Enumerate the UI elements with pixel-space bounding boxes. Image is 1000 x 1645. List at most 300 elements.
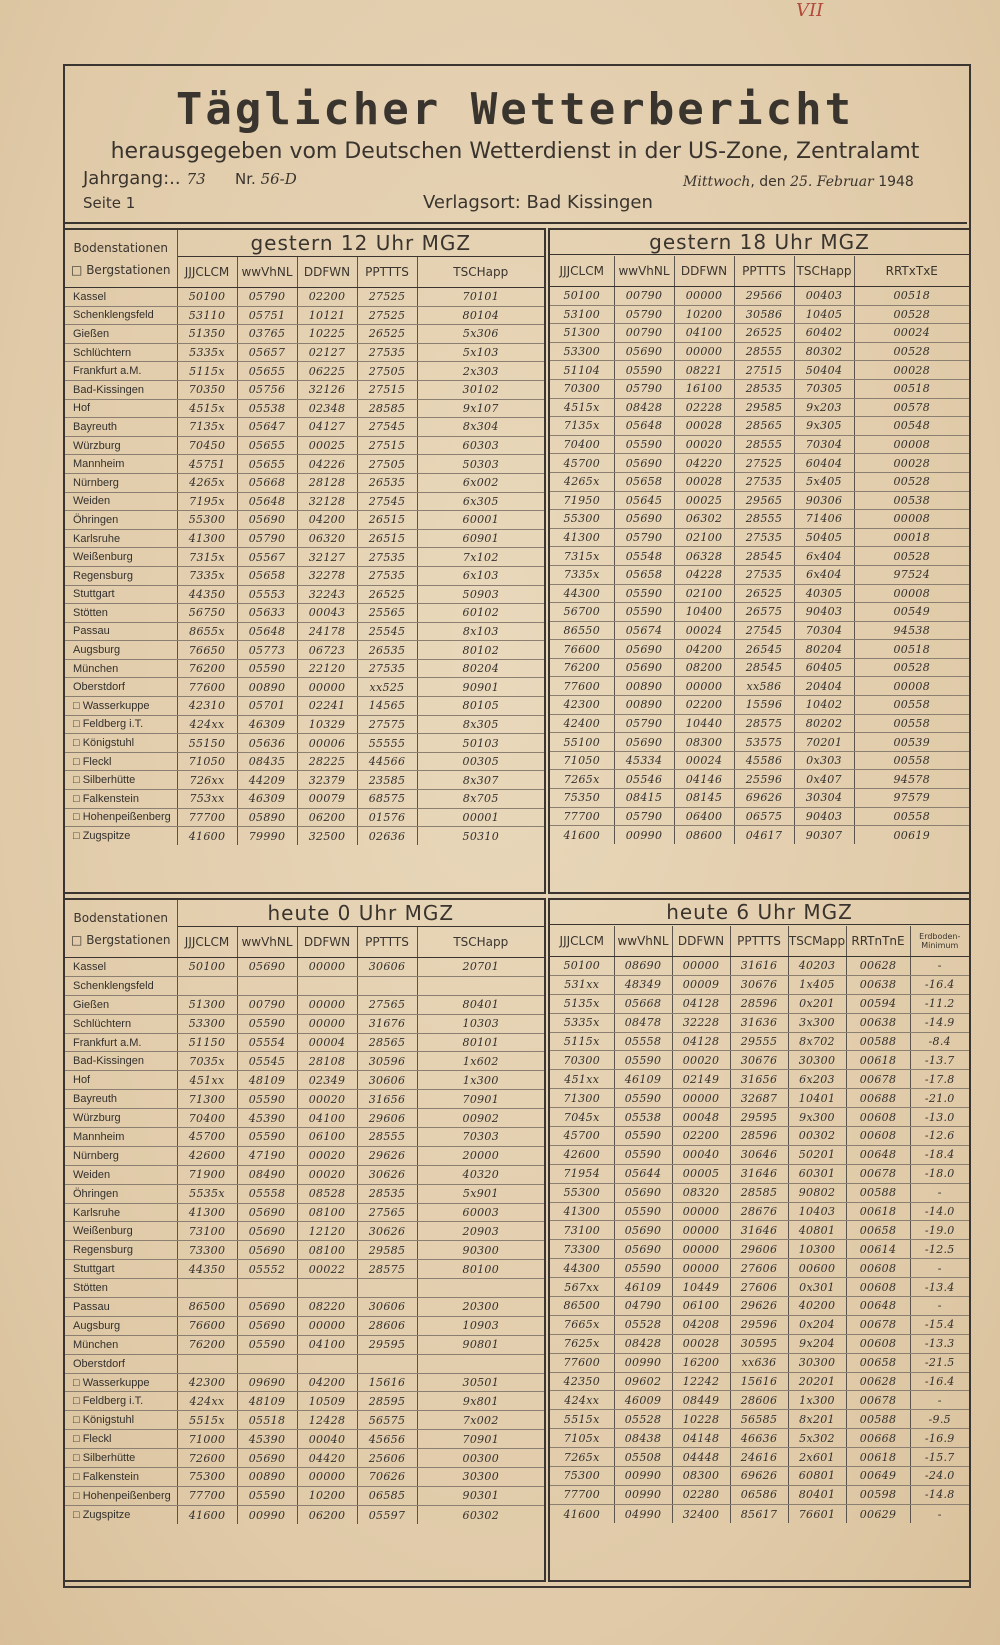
data-cell: -15.4 [910,1315,969,1334]
data-cell: 48349 [614,975,672,994]
station-name: Oberstdorf [65,678,177,697]
data-cell: 05636 [237,734,297,753]
data-cell: 71950 [550,491,614,510]
table-row [550,789,969,808]
data-cell: xx586 [734,677,794,696]
data-cell: 05674 [614,621,674,640]
data-cell: 00790 [614,324,674,343]
data-cell: 30626 [357,1222,417,1241]
data-cell: 5115x [550,1032,614,1051]
data-cell: -17.8 [910,1070,969,1089]
table-row [65,1090,544,1109]
data-cell: 00305 [417,752,544,771]
data-cell: 05545 [237,1052,297,1071]
data-cell: 5x901 [417,1184,544,1203]
station-name: Weiden [65,492,177,511]
station-name: □ Silberhütte [65,1449,177,1468]
data-cell: 05590 [237,1335,297,1354]
data-cell: 02149 [672,1070,730,1089]
data-cell: 55300 [550,510,614,529]
data-cell: 00000 [297,1316,357,1335]
data-cell: 32127 [297,548,357,567]
data-cell: 69626 [734,789,794,808]
data-cell: 30586 [734,305,794,324]
data-cell: 753xx [177,790,237,809]
data-cell: 00528 [854,472,969,491]
data-cell: 00628 [846,957,910,976]
data-cell: 4515x [550,398,614,417]
station-name: □ Königstuhl [65,734,177,753]
station-name: München [65,1335,177,1354]
data-cell: 00638 [846,975,910,994]
panel-gestern-12 [63,228,546,894]
table-row [550,807,969,826]
data-cell: 41300 [177,1203,237,1222]
station-name: Bayreuth [65,1090,177,1109]
data-cell: 00000 [672,957,730,976]
data-cell: 27535 [357,659,417,678]
data-cell: 531xx [550,975,614,994]
data-cell: 28545 [734,658,794,677]
data-cell: 08415 [614,789,674,808]
data-cell: 00598 [846,1485,910,1504]
data-cell: 75300 [177,1468,237,1487]
data-cell: 97579 [854,789,969,808]
data-cell: 42300 [550,696,614,715]
data-cell: 00618 [846,1448,910,1467]
data-cell: 0x407 [794,770,854,789]
data-cell: 28555 [734,510,794,529]
data-cell: 90901 [417,678,544,697]
data-cell: 03765 [237,325,297,344]
data-cell: 00028 [674,472,734,491]
data-cell: 23585 [357,771,417,790]
station-name: □ Silberhütte [65,771,177,790]
table-row [65,325,544,344]
table-row [65,585,544,604]
table-row [550,621,969,640]
data-cell: 04128 [672,1032,730,1051]
station-name: Bayreuth [65,418,177,437]
data-cell: 6x002 [417,473,544,492]
station-name: Regensburg [65,1241,177,1260]
table-row [550,1315,969,1334]
data-cell: 05690 [237,1449,297,1468]
data-cell: 00000 [672,1202,730,1221]
data-cell: 30646 [730,1145,788,1164]
table-row [65,1354,544,1373]
data-cell: 00048 [672,1108,730,1127]
table-row [550,1089,969,1108]
station-header-ground: Bodenstationen [73,910,168,925]
data-cell: 7625x [550,1334,614,1353]
table-row [550,1485,969,1504]
data-cell: 00578 [854,398,969,417]
data-cell: 00020 [297,1090,357,1109]
data-cell [177,1354,237,1373]
data-cell: 12120 [297,1222,357,1241]
table-row [550,454,969,473]
station-name: Stuttgart [65,1260,177,1279]
data-cell: 28555 [357,1128,417,1147]
data-cell: 10509 [297,1392,357,1411]
data-cell: 60901 [417,529,544,548]
data-cell: 00658 [846,1221,910,1240]
data-cell: 77700 [550,1485,614,1504]
table-row [550,994,969,1013]
data-cell: 55555 [357,734,417,753]
data-cell: 27545 [357,492,417,511]
data-cell: 08435 [237,752,297,771]
data-cell: 00618 [846,1051,910,1070]
data-cell: 27535 [734,565,794,584]
station-name: □ Feldberg i.T. [65,715,177,734]
data-cell: 00020 [672,1051,730,1070]
data-cell: 70305 [794,379,854,398]
data-cell: 424xx [177,715,237,734]
column-header: PPTTTS [734,256,794,287]
data-cell: 41300 [550,1202,614,1221]
data-cell [417,1354,544,1373]
data-cell: 75300 [550,1467,614,1486]
data-cell: 04990 [614,1504,672,1523]
data-cell: 00658 [846,1353,910,1372]
table-row [550,472,969,491]
data-cell: 08428 [614,1334,672,1353]
table-row [550,510,969,529]
table-row [65,1411,544,1430]
data-cell: 9x204 [788,1334,846,1353]
data-cell: 7315x [177,548,237,567]
data-cell: 32126 [297,380,357,399]
table-row [550,1183,969,1202]
data-cell: 05655 [237,455,297,474]
data-cell: 56700 [550,603,614,622]
table-row [550,733,969,752]
data-cell: 05655 [237,436,297,455]
data-cell: 00628 [846,1372,910,1391]
data-cell: 05690 [614,510,674,529]
data-cell: 05590 [614,1051,672,1070]
data-cell: 27525 [734,454,794,473]
column-header: PPTTTS [357,927,417,958]
data-cell: 60001 [417,511,544,530]
data-cell: 00528 [854,547,969,566]
data-cell: 7665x [550,1315,614,1334]
panel-title-gestern-18: gestern 18 Uhr MGZ [550,230,969,255]
data-cell: 50100 [177,958,237,977]
data-cell: 08690 [614,957,672,976]
data-cell: 05590 [237,659,297,678]
data-cell: 05590 [614,1259,672,1278]
data-cell: 73300 [177,1241,237,1260]
data-cell: 31646 [730,1221,788,1240]
data-cell: 46309 [237,715,297,734]
table-row [550,435,969,454]
data-cell [357,976,417,995]
data-cell: 27515 [734,361,794,380]
data-cell: 05668 [237,473,297,492]
data-cell: 10903 [417,1316,544,1335]
data-cell: 02280 [672,1485,730,1504]
data-cell: 05790 [614,305,674,324]
data-cell: 451xx [550,1070,614,1089]
station-name: Mannheim [65,455,177,474]
data-cell: 04100 [297,1335,357,1354]
data-cell: 05590 [614,1127,672,1146]
table-row [550,975,969,994]
column-header: TSCHapp [794,256,854,287]
data-cell: 00024 [854,324,969,343]
data-cell: 05548 [614,547,674,566]
data-cell: 00000 [297,995,357,1014]
data-cell: 00588 [846,1032,910,1051]
data-cell: 28545 [734,547,794,566]
data-cell: 73300 [550,1240,614,1259]
data-cell: 27515 [357,380,417,399]
data-cell: 71954 [550,1164,614,1183]
data-cell: 02100 [674,528,734,547]
data-cell: 77600 [177,678,237,697]
data-cell: 10228 [672,1410,730,1429]
data-cell: 7135x [550,417,614,436]
data-cell: 00558 [854,751,969,770]
nr-label: Nr. [235,170,256,188]
column-header: RRTxTxE [854,256,969,287]
data-cell: 90300 [417,1241,544,1260]
data-cell: 04100 [297,1109,357,1128]
column-header: PPTTTS [730,926,788,957]
data-cell: 44350 [177,1260,237,1279]
data-cell: 05655 [237,362,297,381]
data-cell [297,1279,357,1298]
data-cell: 45700 [177,1128,237,1147]
data-cell: 26525 [357,585,417,604]
table-row [65,1430,544,1449]
data-cell: 46309 [237,790,297,809]
data-cell: 25565 [357,604,417,623]
column-header: JJJCLCM [177,257,237,288]
table-row [550,565,969,584]
data-cell: -15.7 [910,1448,969,1467]
table-row [550,1221,969,1240]
table-row [65,380,544,399]
data-cell: 05590 [614,435,674,454]
data-cell: 26515 [357,511,417,530]
data-cell: 00302 [788,1127,846,1146]
station-name: Gießen [65,325,177,344]
data-cell: 70300 [550,1051,614,1070]
table-row [550,1334,969,1353]
data-cell: 7335x [177,566,237,585]
data-cell: 56750 [177,604,237,623]
data-cell: 60003 [417,1203,544,1222]
data-cell: 29626 [730,1297,788,1316]
station-name: Oberstdorf [65,1354,177,1373]
data-cell: 00000 [297,1468,357,1487]
data-cell: 53300 [177,1014,237,1033]
data-cell: 08528 [297,1184,357,1203]
data-cell: 00000 [674,287,734,306]
data-cell: 20701 [417,958,544,977]
data-cell: 50100 [550,287,614,306]
data-cell: - [910,1391,969,1410]
data-cell: 05590 [237,1090,297,1109]
data-cell: 29566 [734,287,794,306]
table-row [65,492,544,511]
station-name: Würzburg [65,436,177,455]
data-cell: 53575 [734,733,794,752]
data-cell: 05552 [237,1260,297,1279]
station-name: Schlüchtern [65,343,177,362]
table-row [65,455,544,474]
data-cell: 26525 [734,324,794,343]
data-cell: -12.5 [910,1240,969,1259]
data-cell: 42350 [550,1372,614,1391]
data-cell: 06400 [674,807,734,826]
data-cell: 05567 [237,548,297,567]
station-name: Stötten [65,604,177,623]
data-cell: -16.9 [910,1429,969,1448]
table-row [65,1241,544,1260]
data-cell: 20404 [794,677,854,696]
data-cell: 41600 [177,1505,237,1524]
station-name: Weiden [65,1165,177,1184]
data-cell: 29565 [734,491,794,510]
data-cell: 29595 [730,1108,788,1127]
table-row [65,436,544,455]
data-cell: 00990 [614,1467,672,1486]
data-cell: 02349 [297,1071,357,1090]
data-cell: 80204 [417,659,544,678]
page-number: Seite 1 [83,194,136,212]
data-cell: 00000 [297,1014,357,1033]
station-name: Hof [65,1071,177,1090]
data-cell: 06200 [297,1505,357,1524]
table-row [550,528,969,547]
data-cell: 9x300 [788,1108,846,1127]
data-cell: 05790 [237,288,297,307]
data-cell: xx636 [730,1353,788,1372]
data-cell: -13.3 [910,1334,969,1353]
table-row [550,1410,969,1429]
table-row [550,1145,969,1164]
data-cell: 32400 [672,1504,730,1523]
data-cell: 76600 [550,640,614,659]
table-row [65,1373,544,1392]
station-name: Passau [65,622,177,641]
data-cell: 00000 [297,678,357,697]
station-name: □ Wasserkuppe [65,697,177,716]
table-row [550,1391,969,1410]
data-cell [297,1354,357,1373]
data-cell: 50903 [417,585,544,604]
data-cell: 04226 [297,455,357,474]
data-cell: 02636 [357,827,417,846]
data-cell: 76600 [177,1316,237,1335]
data-cell: 00028 [854,361,969,380]
data-cell: 05648 [614,417,674,436]
data-cell: 27575 [357,715,417,734]
station-name: □ Feldberg i.T. [65,1392,177,1411]
data-cell: 04128 [672,994,730,1013]
data-cell: 00024 [674,621,734,640]
data-cell: 26535 [357,473,417,492]
data-cell: 06328 [674,547,734,566]
data-cell: 5515x [177,1411,237,1430]
table-row [65,1128,544,1147]
data-cell: 80102 [417,641,544,660]
data-cell: 29606 [357,1109,417,1128]
report-subtitle: herausgegeben vom Deutschen Wetterdienst in der US-Zone, Zentralamt [110,139,920,164]
data-cell: - [910,957,969,976]
data-cell: 05633 [237,604,297,623]
data-cell: 24178 [297,622,357,641]
data-cell: 7x102 [417,548,544,567]
data-cell: 55150 [177,734,237,753]
column-header: DDFWN [672,926,730,957]
data-cell: 05590 [237,1128,297,1147]
data-cell: 28596 [730,994,788,1013]
data-cell: 05538 [237,399,297,418]
data-cell: 00549 [854,603,969,622]
data-cell: 90307 [794,826,854,845]
data-cell: 00594 [846,994,910,1013]
data-cell: 05690 [614,454,674,473]
table-row [550,1032,969,1051]
data-cell: 06575 [734,807,794,826]
data-cell: 27535 [357,548,417,567]
data-cell: 00688 [846,1089,910,1108]
station-name: Frankfurt a.M. [65,1033,177,1052]
table-row [65,1260,544,1279]
data-cell: 05658 [237,566,297,585]
data-cell: 55300 [550,1183,614,1202]
table-row [550,696,969,715]
data-cell: 00668 [846,1429,910,1448]
data-cell: 7045x [550,1108,614,1127]
data-cell: 70101 [417,288,544,307]
data-cell: 6x103 [417,566,544,585]
data-cell: 32379 [297,771,357,790]
data-cell: 08438 [614,1429,672,1448]
data-cell: 00020 [297,1146,357,1165]
station-name: Hof [65,399,177,418]
date: 25. Februar [790,174,874,190]
data-cell: 5x103 [417,343,544,362]
table-row [65,1392,544,1411]
data-cell: 02200 [672,1127,730,1146]
jahrgang-label: Jahrgang:.. [83,168,181,189]
data-cell: 30606 [357,1298,417,1317]
data-cell: 2x303 [417,362,544,381]
data-cell: 00558 [854,807,969,826]
data-cell: 00000 [672,1259,730,1278]
data-cell: 42600 [177,1146,237,1165]
data-cell: 05644 [614,1164,672,1183]
data-cell: 27606 [730,1259,788,1278]
data-cell: 00300 [417,1449,544,1468]
data-cell: 00678 [846,1315,910,1334]
data-cell: 1x300 [417,1071,544,1090]
data-cell: 71300 [177,1090,237,1109]
year: 1948 [878,174,914,190]
data-cell: 30102 [417,380,544,399]
table-row [550,361,969,380]
data-cell: 53100 [550,305,614,324]
data-cell: 00518 [854,640,969,659]
data-cell: 32128 [297,492,357,511]
